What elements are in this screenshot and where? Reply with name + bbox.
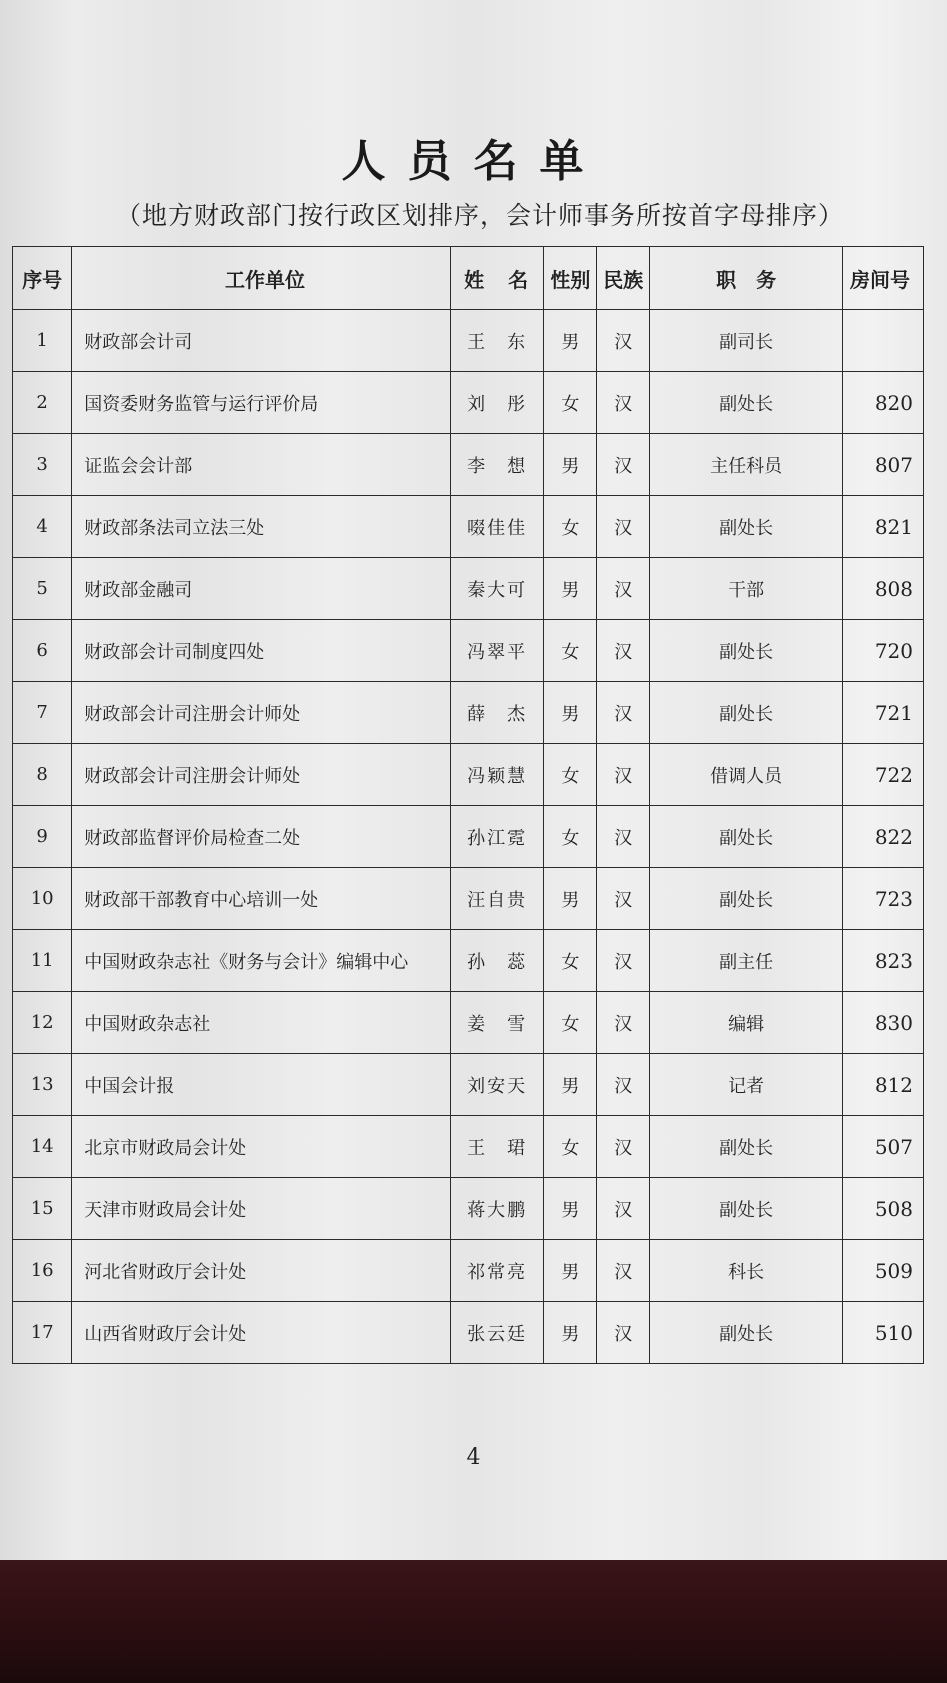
table-row bbox=[13, 992, 924, 1054]
header-position: 职 务 bbox=[650, 247, 843, 310]
cell-name: 啜佳佳 bbox=[450, 496, 544, 558]
cell-gender: 女 bbox=[544, 1116, 597, 1178]
cell-gender: 男 bbox=[544, 1054, 597, 1116]
table-body bbox=[13, 310, 924, 1364]
cell-room: 821 bbox=[843, 496, 924, 558]
table-row bbox=[13, 372, 924, 434]
cell-room: 820 bbox=[843, 372, 924, 434]
cell-no: 16 bbox=[13, 1240, 72, 1302]
cell-room: 812 bbox=[843, 1054, 924, 1116]
cell-ethnicity: 汉 bbox=[597, 682, 650, 744]
cell-gender: 女 bbox=[544, 372, 597, 434]
cell-gender: 女 bbox=[544, 806, 597, 868]
desk-background bbox=[0, 1560, 947, 1683]
cell-position: 借调人员 bbox=[650, 744, 843, 806]
cell-position: 编辑 bbox=[650, 992, 843, 1054]
cell-unit: 国资委财务监管与运行评价局 bbox=[72, 372, 450, 434]
cell-ethnicity: 汉 bbox=[597, 992, 650, 1054]
cell-position: 副处长 bbox=[650, 682, 843, 744]
header-no: 序号 bbox=[13, 247, 72, 310]
cell-no: 6 bbox=[13, 620, 72, 682]
table-row bbox=[13, 496, 924, 558]
cell-unit: 天津市财政局会计处 bbox=[72, 1178, 450, 1240]
cell-ethnicity: 汉 bbox=[597, 806, 650, 868]
cell-position: 副处长 bbox=[650, 1302, 843, 1364]
cell-ethnicity: 汉 bbox=[597, 310, 650, 372]
cell-no: 2 bbox=[13, 372, 72, 434]
cell-no: 9 bbox=[13, 806, 72, 868]
cell-name: 祁常亮 bbox=[450, 1240, 544, 1302]
cell-position: 主任科员 bbox=[650, 434, 843, 496]
cell-room: 507 bbox=[843, 1116, 924, 1178]
table-row bbox=[13, 558, 924, 620]
cell-position: 副处长 bbox=[650, 496, 843, 558]
cell-unit: 北京市财政局会计处 bbox=[72, 1116, 450, 1178]
cell-position: 副司长 bbox=[650, 310, 843, 372]
header-name: 姓 名 bbox=[450, 247, 544, 310]
table-row bbox=[13, 1240, 924, 1302]
cell-name: 孙江霓 bbox=[450, 806, 544, 868]
cell-no: 10 bbox=[13, 868, 72, 930]
cell-name: 李 想 bbox=[450, 434, 544, 496]
cell-room: 722 bbox=[843, 744, 924, 806]
cell-gender: 男 bbox=[544, 1302, 597, 1364]
cell-unit: 财政部条法司立法三处 bbox=[72, 496, 450, 558]
cell-gender: 男 bbox=[544, 434, 597, 496]
cell-name: 冯翠平 bbox=[450, 620, 544, 682]
cell-gender: 女 bbox=[544, 620, 597, 682]
cell-name: 刘安天 bbox=[450, 1054, 544, 1116]
cell-unit: 中国财政杂志社《财务与会计》编辑中心 bbox=[72, 930, 450, 992]
cell-no: 8 bbox=[13, 744, 72, 806]
cell-name: 姜 雪 bbox=[450, 992, 544, 1054]
cell-unit: 证监会会计部 bbox=[72, 434, 450, 496]
cell-room: 721 bbox=[843, 682, 924, 744]
table-row bbox=[13, 682, 924, 744]
cell-ethnicity: 汉 bbox=[597, 868, 650, 930]
cell-position: 科长 bbox=[650, 1240, 843, 1302]
cell-ethnicity: 汉 bbox=[597, 620, 650, 682]
cell-no: 17 bbox=[13, 1302, 72, 1364]
cell-room: 822 bbox=[843, 806, 924, 868]
personnel-table bbox=[12, 246, 924, 1364]
table-row bbox=[13, 930, 924, 992]
cell-room: 720 bbox=[843, 620, 924, 682]
cell-ethnicity: 汉 bbox=[597, 930, 650, 992]
cell-room bbox=[843, 310, 924, 372]
header-gender: 性别 bbox=[544, 247, 597, 310]
cell-gender: 男 bbox=[544, 868, 597, 930]
cell-position: 副处长 bbox=[650, 372, 843, 434]
cell-unit: 山西省财政厅会计处 bbox=[72, 1302, 450, 1364]
cell-room: 830 bbox=[843, 992, 924, 1054]
table-row bbox=[13, 806, 924, 868]
cell-room: 508 bbox=[843, 1178, 924, 1240]
cell-unit: 财政部金融司 bbox=[72, 558, 450, 620]
cell-position: 副处长 bbox=[650, 620, 843, 682]
cell-no: 14 bbox=[13, 1116, 72, 1178]
cell-name: 秦大可 bbox=[450, 558, 544, 620]
header-ethnicity: 民族 bbox=[597, 247, 650, 310]
cell-gender: 女 bbox=[544, 744, 597, 806]
page-number: 4 bbox=[466, 1445, 481, 1470]
cell-ethnicity: 汉 bbox=[597, 496, 650, 558]
cell-ethnicity: 汉 bbox=[597, 744, 650, 806]
cell-no: 13 bbox=[13, 1054, 72, 1116]
cell-gender: 男 bbox=[544, 310, 597, 372]
cell-ethnicity: 汉 bbox=[597, 372, 650, 434]
table-row bbox=[13, 868, 924, 930]
cell-no: 7 bbox=[13, 682, 72, 744]
cell-unit: 财政部会计司制度四处 bbox=[72, 620, 450, 682]
cell-unit: 财政部会计司注册会计师处 bbox=[72, 682, 450, 744]
cell-ethnicity: 汉 bbox=[597, 1302, 650, 1364]
table-row bbox=[13, 434, 924, 496]
cell-ethnicity: 汉 bbox=[597, 1240, 650, 1302]
cell-ethnicity: 汉 bbox=[597, 558, 650, 620]
cell-room: 723 bbox=[843, 868, 924, 930]
document-subtitle: （地方财政部门按行政区划排序，会计师事务所按首字母排序） bbox=[115, 201, 844, 230]
cell-unit: 财政部会计司注册会计师处 bbox=[72, 744, 450, 806]
cell-gender: 男 bbox=[544, 558, 597, 620]
cell-position: 记者 bbox=[650, 1054, 843, 1116]
cell-gender: 女 bbox=[544, 496, 597, 558]
cell-room: 510 bbox=[843, 1302, 924, 1364]
cell-position: 副处长 bbox=[650, 806, 843, 868]
table-row bbox=[13, 1302, 924, 1364]
document-title: 人员名单 bbox=[341, 136, 606, 187]
cell-unit: 河北省财政厅会计处 bbox=[72, 1240, 450, 1302]
cell-no: 4 bbox=[13, 496, 72, 558]
table-row bbox=[13, 744, 924, 806]
cell-ethnicity: 汉 bbox=[597, 434, 650, 496]
cell-room: 823 bbox=[843, 930, 924, 992]
cell-gender: 男 bbox=[544, 1178, 597, 1240]
table-row bbox=[13, 1116, 924, 1178]
cell-no: 11 bbox=[13, 930, 72, 992]
cell-no: 1 bbox=[13, 310, 72, 372]
cell-name: 王 东 bbox=[450, 310, 544, 372]
cell-ethnicity: 汉 bbox=[597, 1116, 650, 1178]
cell-name: 薛 杰 bbox=[450, 682, 544, 744]
cell-position: 副处长 bbox=[650, 1116, 843, 1178]
cell-gender: 男 bbox=[544, 682, 597, 744]
cell-unit: 财政部干部教育中心培训一处 bbox=[72, 868, 450, 930]
table-row bbox=[13, 1054, 924, 1116]
cell-name: 蒋大鹏 bbox=[450, 1178, 544, 1240]
cell-no: 15 bbox=[13, 1178, 72, 1240]
cell-unit: 中国会计报 bbox=[72, 1054, 450, 1116]
cell-name: 孙 蕊 bbox=[450, 930, 544, 992]
cell-room: 807 bbox=[843, 434, 924, 496]
cell-room: 509 bbox=[843, 1240, 924, 1302]
header-room: 房间号 bbox=[843, 247, 924, 310]
cell-name: 张云廷 bbox=[450, 1302, 544, 1364]
cell-gender: 女 bbox=[544, 992, 597, 1054]
cell-name: 冯颖慧 bbox=[450, 744, 544, 806]
table-row bbox=[13, 310, 924, 372]
table-row bbox=[13, 620, 924, 682]
cell-no: 3 bbox=[13, 434, 72, 496]
table-header-row bbox=[13, 247, 924, 310]
cell-position: 副主任 bbox=[650, 930, 843, 992]
cell-name: 汪自贵 bbox=[450, 868, 544, 930]
cell-ethnicity: 汉 bbox=[597, 1178, 650, 1240]
cell-ethnicity: 汉 bbox=[597, 1054, 650, 1116]
cell-gender: 女 bbox=[544, 930, 597, 992]
cell-position: 干部 bbox=[650, 558, 843, 620]
cell-position: 副处长 bbox=[650, 1178, 843, 1240]
header-unit: 工作单位 bbox=[72, 247, 450, 310]
cell-unit: 财政部监督评价局检查二处 bbox=[72, 806, 450, 868]
cell-position: 副处长 bbox=[650, 868, 843, 930]
cell-name: 刘 彤 bbox=[450, 372, 544, 434]
cell-no: 5 bbox=[13, 558, 72, 620]
cell-gender: 男 bbox=[544, 1240, 597, 1302]
cell-unit: 中国财政杂志社 bbox=[72, 992, 450, 1054]
cell-no: 12 bbox=[13, 992, 72, 1054]
table-row bbox=[13, 1178, 924, 1240]
cell-unit: 财政部会计司 bbox=[72, 310, 450, 372]
cell-name: 王 珺 bbox=[450, 1116, 544, 1178]
cell-room: 808 bbox=[843, 558, 924, 620]
